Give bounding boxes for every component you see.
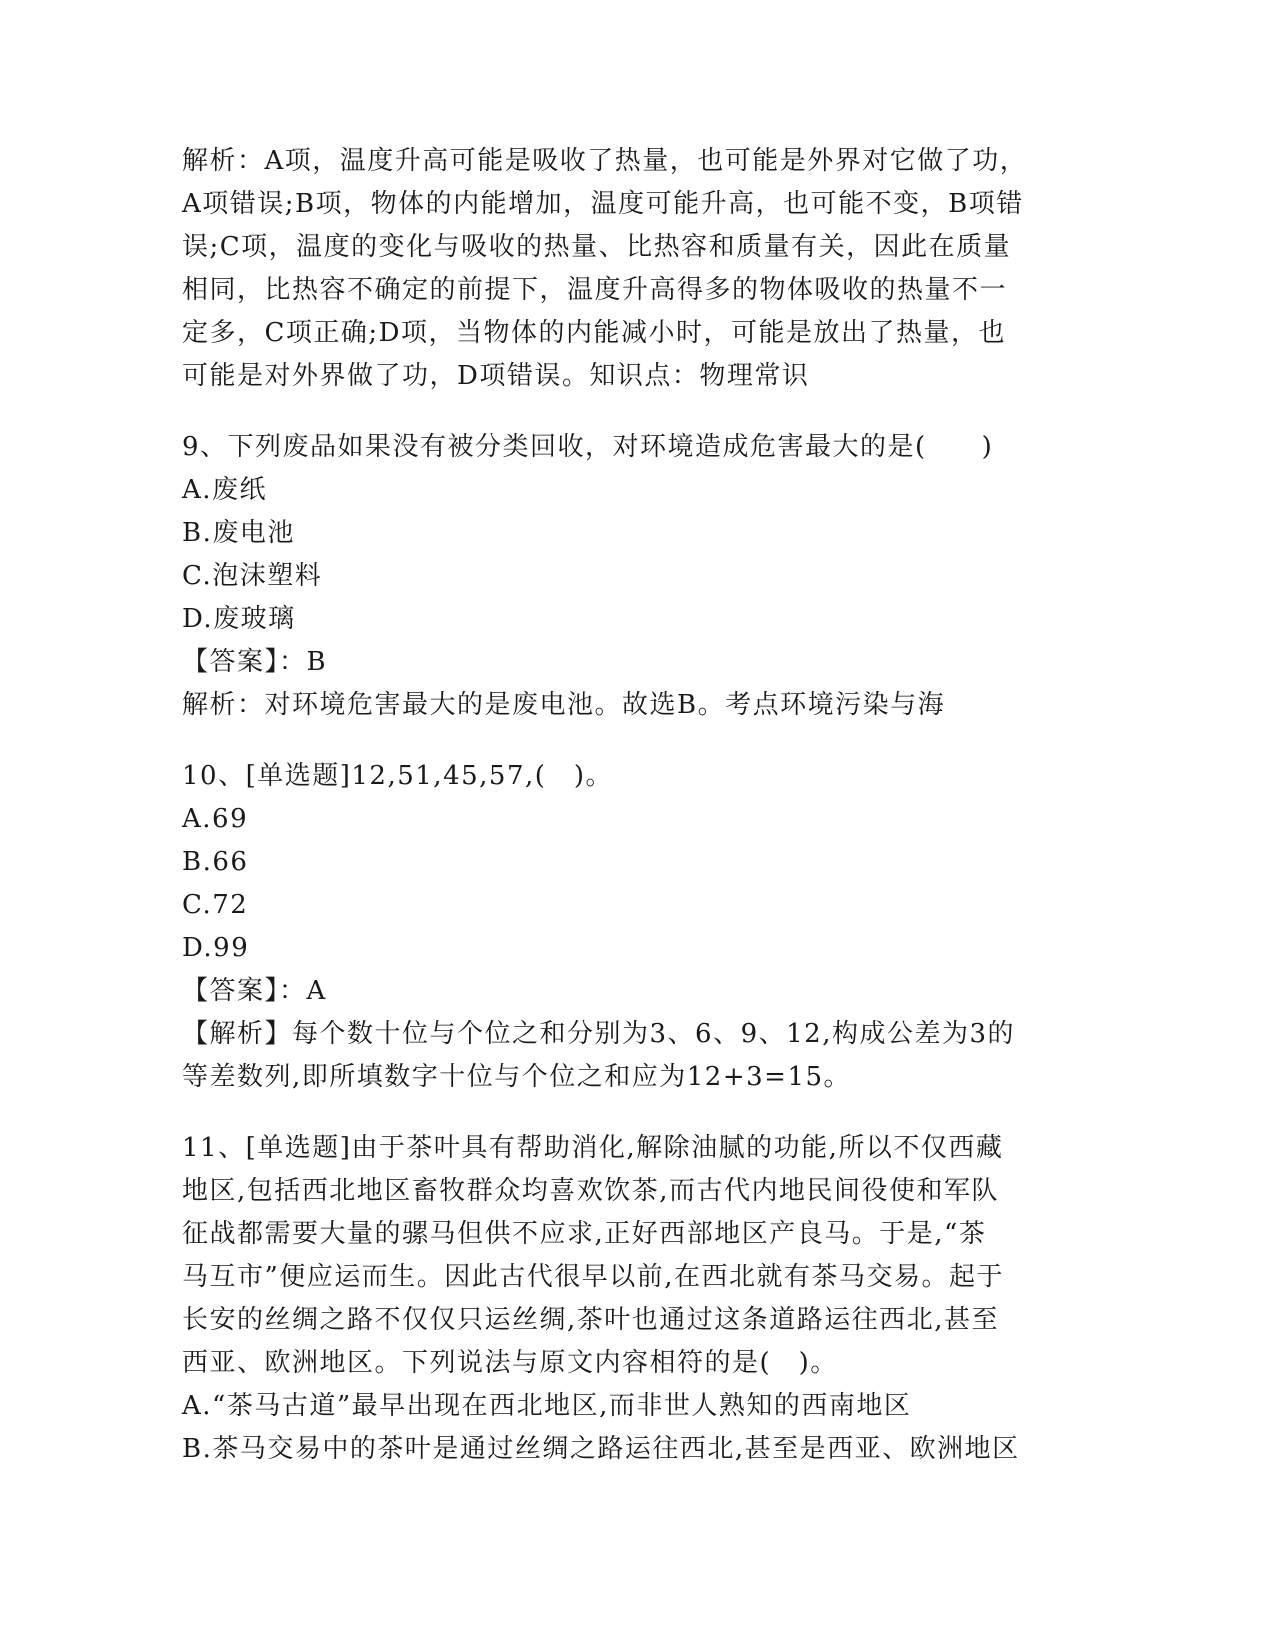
question-text: 地区,包括西北地区畜牧群众均喜欢饮茶,而古代内地民间役使和军队 [182,1176,1000,1206]
question-text: 11、[单选题]由于茶叶具有帮助消化,解除油腻的功能,所以不仅西藏 [182,1133,1004,1163]
analysis-line: 等差数列,即所填数字十位与个位之和应为12+3=15。 [182,1062,852,1092]
option-a: A.69 [182,804,249,834]
option-c: C.72 [182,890,249,920]
document-page [182,140,1062,1471]
question-9 [182,426,1062,727]
analysis-line: A项错误;B项，物体的内能增加，温度可能升高，也可能不变，B项错 [182,189,1024,219]
analysis-line: 相同，比热容不确定的前提下，温度升高得多的物体吸收的热量不一 [182,275,1008,305]
answer-line: 【答案】：A [182,976,327,1006]
question-11 [182,1127,1062,1471]
option-b: B.66 [182,847,249,877]
option-b: B.废电池 [182,518,295,548]
question-text: 西亚、欧洲地区。下列说法与原文内容相符的是( )。 [182,1348,838,1378]
question-text: 马互市”便应运而生。因此古代很早以前,在西北就有茶马交易。起于 [182,1262,1005,1292]
analysis-line: 解析：A项，温度升高可能是吸收了热量，也可能是外界对它做了功， [182,146,1028,176]
q8-analysis-block [182,140,1062,398]
option-b: B.茶马交易中的茶叶是通过丝绸之路运往西北,甚至是西亚、欧洲地区 [182,1434,1020,1464]
question-text: 征战都需要大量的骡马但供不应求,正好西部地区产良马。于是,“茶 [182,1219,987,1249]
answer-line: 【答案】：B [182,647,328,677]
option-c: C.泡沫塑料 [182,561,323,591]
question-text: 9、下列废品如果没有被分类回收，对环境造成危害最大的是( ) [182,432,994,462]
analysis-line: 【解析】每个数十位与个位之和分别为3、6、9、12,构成公差为3的 [182,1019,1016,1049]
analysis-line: 误;C项，温度的变化与吸收的热量、比热容和质量有关，因此在质量 [182,232,1012,262]
analysis-line: 解析：对环境危害最大的是废电池。故选B。考点环境污染与海 [182,690,946,720]
question-text: 长安的丝绸之路不仅仅只运丝绸,茶叶也通过这条道路运往西北,甚至 [182,1305,1000,1335]
option-d: D.99 [182,933,250,963]
analysis-line: 定多，C项正确;D项，当物体的内能减小时，可能是放出了热量，也 [182,318,1006,348]
option-a: A.“茶马古道”最早出现在西北地区,而非世人熟知的西南地区 [182,1391,912,1421]
option-a: A.废纸 [182,475,268,505]
analysis-line: 可能是对外界做了功，D项错误。知识点：物理常识 [182,361,810,391]
question-text: 10、[单选题]12,51,45,57,( )。 [182,761,614,791]
option-d: D.废玻璃 [182,604,296,634]
question-10 [182,755,1062,1099]
